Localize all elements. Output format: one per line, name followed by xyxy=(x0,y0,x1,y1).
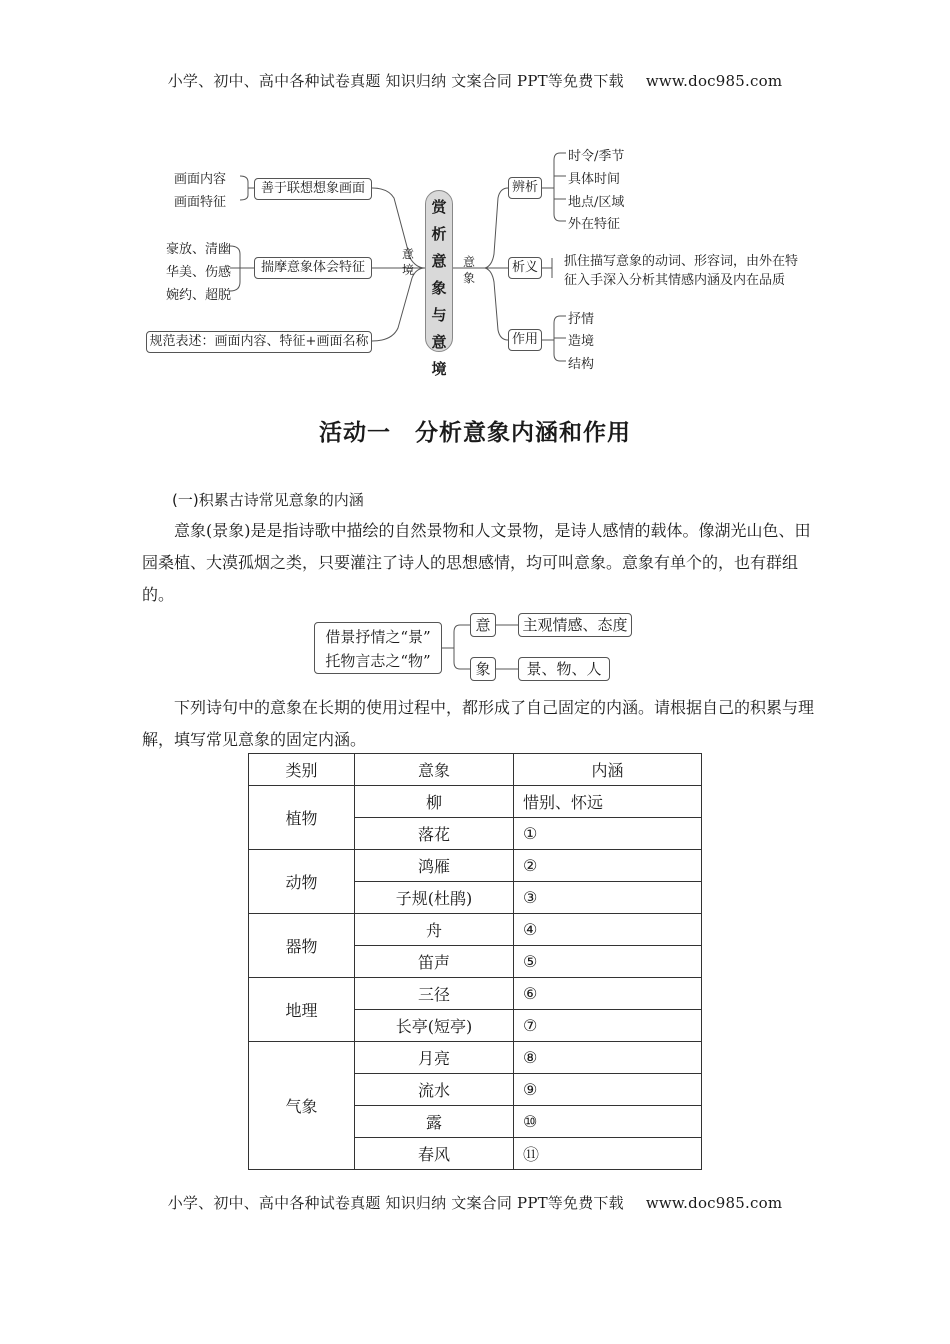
meaning-cell: 惜别、怀远 xyxy=(514,786,702,818)
diagram-yi-box: 意 xyxy=(470,613,496,637)
category-cell: 植物 xyxy=(249,786,355,850)
header-url[interactable]: www.doc985.com xyxy=(645,72,783,90)
meaning-cell[interactable]: ⑨ xyxy=(514,1074,702,1106)
image-cell: 露 xyxy=(355,1106,514,1138)
header-text: 小学、初中、高中各种试卷真题 知识归纳 文案合同 PPT等免费下载 xyxy=(167,72,624,90)
image-cell: 鸿雁 xyxy=(355,850,514,882)
left-item: 画面特征 xyxy=(174,195,227,210)
meaning-cell[interactable]: ② xyxy=(514,850,702,882)
image-cell: 舟 xyxy=(355,914,514,946)
box-xiyi: 析义 xyxy=(508,257,542,279)
box-feature: 揣摩意象体会特征 xyxy=(254,257,372,279)
right-item: 造境 xyxy=(568,334,595,349)
right-item: 具体时间 xyxy=(568,172,621,187)
image-cell: 流水 xyxy=(355,1074,514,1106)
image-cell: 柳 xyxy=(355,786,514,818)
header-category: 类别 xyxy=(249,754,355,786)
imagery-table xyxy=(248,753,702,1170)
image-cell: 长亭(短亭) xyxy=(355,1010,514,1042)
left-item: 婉约、超脱 xyxy=(166,288,232,303)
page-header xyxy=(0,70,950,91)
category-cell: 气象 xyxy=(249,1042,355,1170)
left-item: 华美、伤感 xyxy=(166,265,232,280)
category-cell: 器物 xyxy=(249,914,355,978)
instruction-paragraph: 下列诗句中的意象在长期的使用过程中，都形成了自己固定的内涵。请根据自己的积累与理解，填写常见意象的固定内涵。 xyxy=(142,698,815,749)
diagram-left-box: 借景抒情之“景” 托物言志之“物” xyxy=(314,622,442,674)
box-associate-imagine: 善于联想想象画面 xyxy=(254,178,372,200)
right-item: 抒情 xyxy=(568,312,595,327)
image-cell: 三径 xyxy=(355,978,514,1010)
meaning-cell[interactable]: ⑦ xyxy=(514,1010,702,1042)
table-row xyxy=(249,786,702,818)
table-header-row xyxy=(249,754,702,786)
box-zuoyong: 作用 xyxy=(508,329,542,351)
meaning-cell[interactable]: ① xyxy=(514,818,702,850)
category-cell: 地理 xyxy=(249,978,355,1042)
right-item: 时令/季节 xyxy=(568,149,625,164)
section-subtitle: (一)积累古诗常见意象的内涵 xyxy=(172,491,364,509)
header-image: 意象 xyxy=(355,754,514,786)
center-node: 赏 析 意 象 与 意 境 xyxy=(425,190,453,352)
page-title: 活动一 分析意象内涵和作用 xyxy=(319,420,631,446)
image-cell: 笛声 xyxy=(355,946,514,978)
table-row xyxy=(249,914,702,946)
label-yixiang: 意 象 xyxy=(462,255,475,285)
meaning-cell[interactable]: ⑩ xyxy=(514,1106,702,1138)
meaning-cell[interactable]: ④ xyxy=(514,914,702,946)
xiyi-line: 征入手深入分析其情感内涵及内在品质 xyxy=(564,273,786,288)
category-cell: 动物 xyxy=(249,850,355,914)
image-cell: 落花 xyxy=(355,818,514,850)
diagram-xiang-box: 象 xyxy=(470,657,496,681)
table-row xyxy=(249,978,702,1010)
header-meaning: 内涵 xyxy=(514,754,702,786)
footer-text: 小学、初中、高中各种试卷真题 知识归纳 文案合同 PPT等免费下载 xyxy=(167,1194,624,1212)
xiyi-line: 抓住描写意象的动词、形容词，由外在特 xyxy=(564,254,799,269)
label-yijing: 意 境 xyxy=(401,247,414,277)
intro-paragraph: 意象(景象)是是指诗歌中描绘的自然景物和人文景物，是诗人感情的载体。像湖光山色、田园桑植、大漠孤烟之类，只要灌注了诗人的思想感情，均可叫意象。意象有单个的，也有群组的。 xyxy=(142,521,811,604)
table-row xyxy=(249,1042,702,1074)
yixiang-diagram xyxy=(314,610,644,686)
meaning-cell[interactable]: ⑪ xyxy=(514,1138,702,1170)
right-item: 结构 xyxy=(568,357,595,372)
page-footer xyxy=(0,1192,950,1213)
left-item: 画面内容 xyxy=(174,172,227,187)
image-cell: 春风 xyxy=(355,1138,514,1170)
meaning-cell[interactable]: ⑧ xyxy=(514,1042,702,1074)
meaning-cell[interactable]: ⑤ xyxy=(514,946,702,978)
image-cell: 子规(杜鹃) xyxy=(355,882,514,914)
box-standard-expression: 规范表述：画面内容、特征+画面名称 xyxy=(146,331,372,353)
box-bianxi: 辨析 xyxy=(508,177,542,199)
meaning-cell[interactable]: ③ xyxy=(514,882,702,914)
left-item: 豪放、清幽 xyxy=(166,242,232,257)
mind-map xyxy=(140,138,820,378)
diagram-xiang-value: 景、物、人 xyxy=(518,657,610,681)
footer-url[interactable]: www.doc985.com xyxy=(645,1194,783,1212)
meaning-cell[interactable]: ⑥ xyxy=(514,978,702,1010)
right-item: 地点/区域 xyxy=(568,195,625,210)
diagram-yi-value: 主观情感、态度 xyxy=(518,613,632,637)
right-item: 外在特征 xyxy=(568,217,621,232)
table-row xyxy=(249,850,702,882)
image-cell: 月亮 xyxy=(355,1042,514,1074)
